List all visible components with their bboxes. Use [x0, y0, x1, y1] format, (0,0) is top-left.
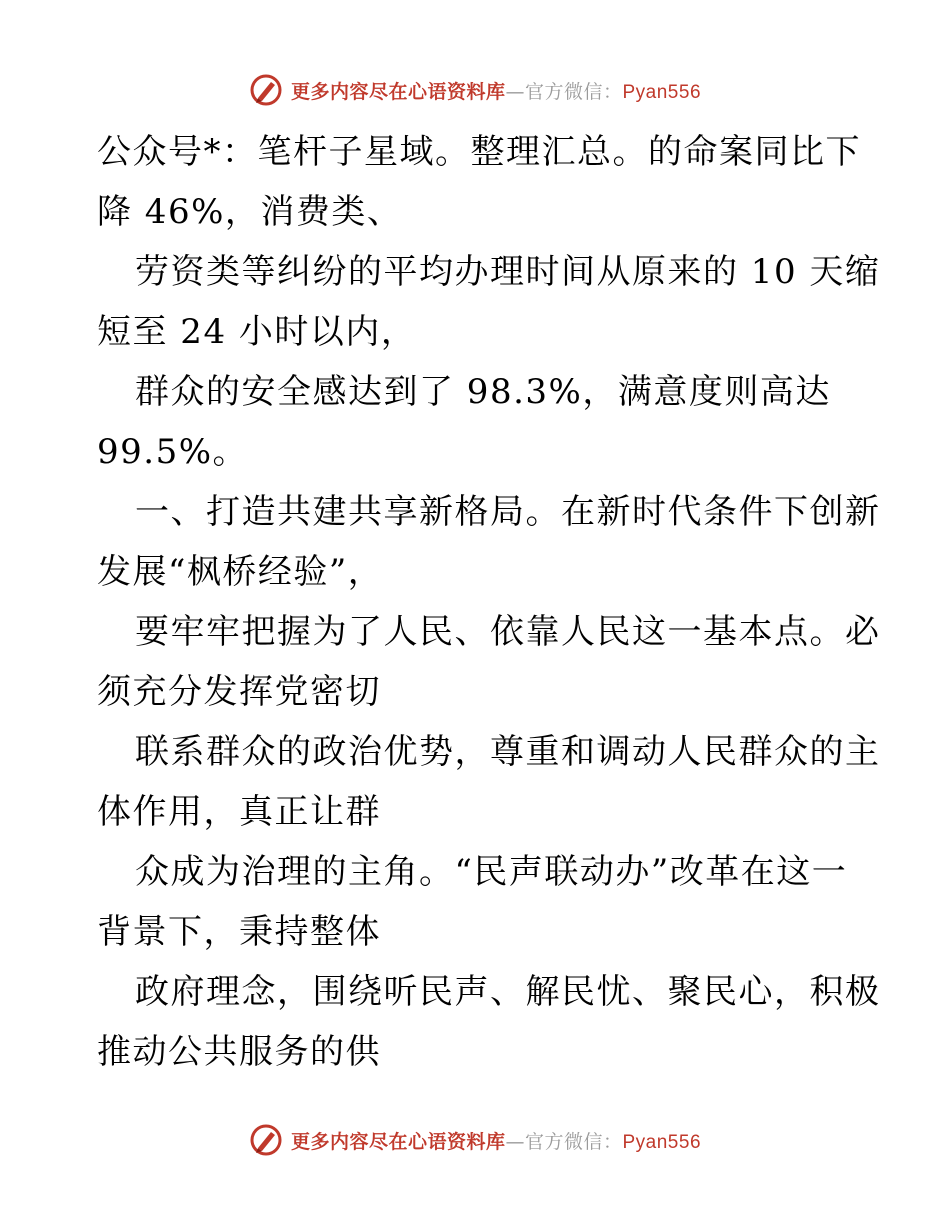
footer-banner-text — [291, 1127, 701, 1154]
text-line-7: 一、打造共建共享新格局。在新时代条件下创新 — [135, 492, 881, 532]
text-line-14: 背景下，秉持整体 — [97, 912, 381, 952]
text-line-11: 联系群众的政治优势，尊重和调动人民群众的主 — [135, 732, 881, 772]
pen-logo-icon — [249, 1123, 283, 1157]
text-line-4: 短至 24 小时以内， — [97, 312, 417, 352]
footer-banner-wechat-id: Pyan556 — [622, 1131, 702, 1153]
text-line-12: 体作用，真正让群 — [97, 792, 381, 832]
text-line-13: 众成为治理的主角。“民声联动办”改革在这一 — [135, 852, 848, 892]
header-banner-text — [291, 77, 701, 104]
text-line-3: 劳资类等纠纷的平均办理时间从原来的 10 天缩 — [135, 252, 881, 292]
header-banner-main: 更多内容尽在心语资料库 — [290, 80, 506, 103]
text-line-15: 政府理念，围绕听民声、解民忧、聚民心，积极 — [135, 972, 881, 1012]
text-line-1: 公众号*：笔杆子星域。整理汇总。的命案同比下 — [97, 132, 861, 172]
text-line-8: 发展“枫桥经验”， — [97, 552, 384, 592]
header-banner — [0, 70, 950, 110]
text-line-5: 群众的安全感达到了 98.3%，满意度则高达 — [135, 372, 831, 412]
footer-banner — [0, 1120, 950, 1160]
text-line-9: 要牢牢把握为了人民、依靠人民这一基本点。必 — [135, 612, 881, 652]
header-banner-wechat-id: Pyan556 — [622, 81, 702, 103]
footer-banner-main: 更多内容尽在心语资料库 — [290, 1130, 506, 1153]
text-line-10: 须充分发挥党密切 — [97, 672, 381, 712]
header-banner-wechat-label: 官方微信： — [524, 80, 623, 103]
text-line-2: 降 46%，消费类、 — [97, 192, 403, 232]
document-body — [97, 122, 881, 1082]
header-banner-separator: — — [505, 80, 525, 103]
text-line-16: 推动公共服务的供 — [97, 1032, 381, 1072]
text-line-6: 99.5%。 — [97, 432, 249, 472]
footer-banner-wechat-label: 官方微信： — [524, 1130, 623, 1153]
footer-banner-separator: — — [505, 1130, 525, 1153]
pen-logo-icon — [249, 73, 283, 107]
